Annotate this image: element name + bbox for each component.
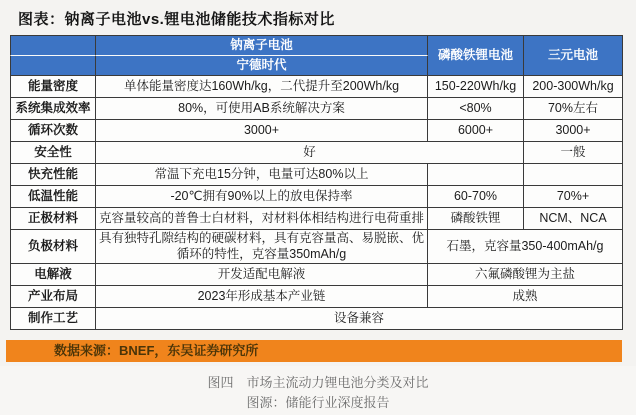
header-sodium-battery: 钠离子电池	[96, 36, 428, 56]
row-label: 低温性能	[11, 186, 96, 208]
data-source-bar	[6, 340, 622, 362]
table-cell: 开发适配电解液	[96, 263, 428, 285]
table-cell: 一般	[524, 142, 623, 164]
battery-comparison-table	[10, 35, 623, 330]
header-ternary-battery: 三元电池	[524, 36, 623, 76]
table-cell	[524, 164, 623, 186]
row-label: 电解液	[11, 263, 96, 285]
table-row	[11, 76, 623, 98]
row-label: 系统集成效率	[11, 98, 96, 120]
row-label: 产业布局	[11, 285, 96, 307]
row-label: 快充性能	[11, 164, 96, 186]
table-header	[11, 36, 623, 76]
header-corner-cell	[11, 36, 96, 56]
table-cell: 3000+	[96, 120, 428, 142]
table-cell: -20℃拥有90%以上的放电保持率	[96, 186, 428, 208]
row-label: 负极材料	[11, 230, 96, 264]
row-label: 循环次数	[11, 120, 96, 142]
row-label: 能量密度	[11, 76, 96, 98]
table-row	[11, 285, 623, 307]
table-cell: <80%	[428, 98, 524, 120]
table-row	[11, 142, 623, 164]
table-cell: 200-300Wh/kg	[524, 76, 623, 98]
row-label: 正极材料	[11, 208, 96, 230]
table-cell: 单体能量密度达160Wh/kg，二代提升至200Wh/kg	[96, 76, 428, 98]
table-row	[11, 120, 623, 142]
table-cell: 设备兼容	[96, 307, 623, 329]
table-row	[11, 230, 623, 264]
figure-source: 图源：储能行业深度报告	[246, 395, 390, 410]
table-cell: 成熟	[428, 285, 623, 307]
chart-title: 图表：钠离子电池vs.锂电池储能技术指标对比	[18, 11, 335, 28]
table-cell: 石墨，克容量350-400mAh/g	[428, 230, 623, 264]
table-cell: 80%，可使用AB系统解决方案	[96, 98, 428, 120]
figure-caption: 图四 市场主流动力锂电池分类及对比	[207, 375, 429, 390]
header-row-top	[11, 36, 623, 56]
table-cell	[428, 164, 524, 186]
data-source-text: 数据来源：BNEF，东吴证券研究所	[54, 343, 259, 358]
table-cell: 70%左右	[524, 98, 623, 120]
table-cell: 克容量较高的普鲁士白材料，对材料体相结构进行电荷重排	[96, 208, 428, 230]
row-label: 安全性	[11, 142, 96, 164]
table-cell: 六氟磷酸锂为主盐	[428, 263, 623, 285]
header-catl: 宁德时代	[96, 56, 428, 76]
header-corner-cell-2	[11, 56, 96, 76]
table-row	[11, 186, 623, 208]
table-cell: 具有独特孔隙结构的硬碳材料，具有克容量高、易脱嵌、优循环的特性，克容量350mAh/g	[96, 230, 428, 264]
table-cell: 6000+	[428, 120, 524, 142]
table-row	[11, 98, 623, 120]
table-row	[11, 164, 623, 186]
table-cell: 2023年形成基本产业链	[96, 285, 428, 307]
table-cell: 3000+	[524, 120, 623, 142]
table-row	[11, 263, 623, 285]
table-body	[11, 76, 623, 330]
table-cell: 70%+	[524, 186, 623, 208]
table-cell: 150-220Wh/kg	[428, 76, 524, 98]
table-cell: NCM、NCA	[524, 208, 623, 230]
row-label: 制作工艺	[11, 307, 96, 329]
table-cell: 磷酸铁锂	[428, 208, 524, 230]
table-cell: 常温下充电15分钟，电量可达80%以上	[96, 164, 428, 186]
table-row	[11, 307, 623, 329]
table-cell: 好	[96, 142, 524, 164]
table-row	[11, 208, 623, 230]
header-lfp-battery: 磷酸铁锂电池	[428, 36, 524, 76]
table-cell: 60-70%	[428, 186, 524, 208]
